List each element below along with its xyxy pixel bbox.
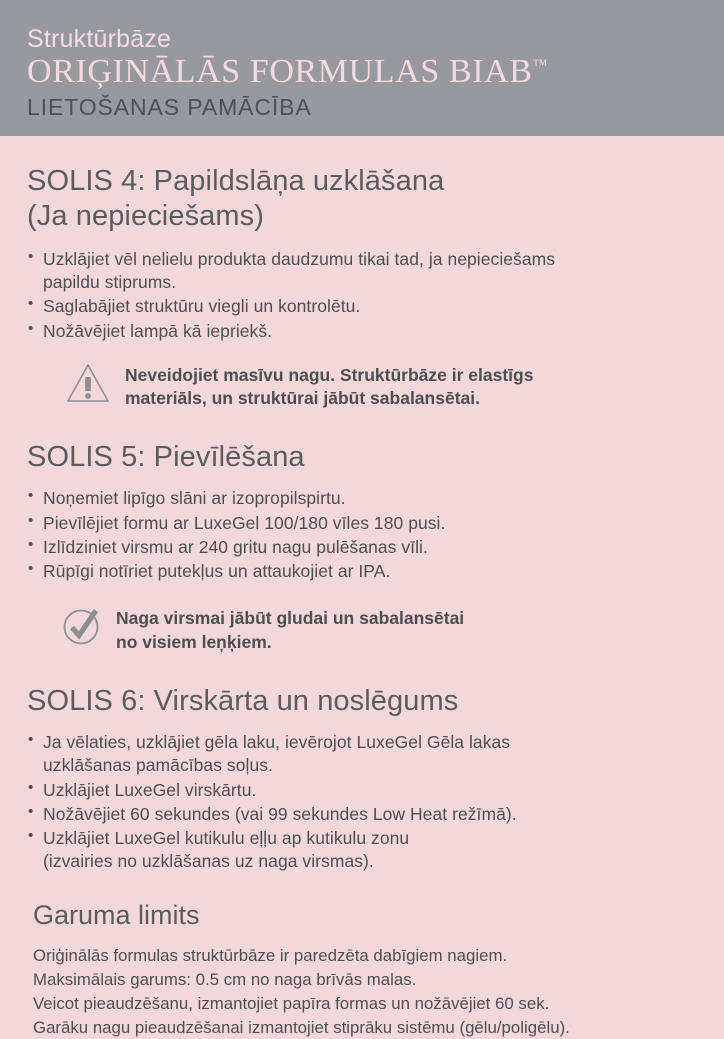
list-item — [27, 827, 698, 874]
bullet-text-continued: uzklāšanas pamācības soļus. — [43, 755, 273, 776]
bullet-text: Uzklājiet LuxeGel virskārtu. — [43, 779, 257, 800]
success-callout — [60, 603, 698, 653]
list-item — [27, 248, 698, 295]
list-item — [27, 536, 698, 559]
garuma-line: Garāku nagu pieaudzēšanai izmantojiet stiprāku sistēmu (gēlu/poligēlu). — [33, 1017, 570, 1037]
check-circle-icon — [60, 604, 104, 648]
bullet-text: Uzklājiet vēl nelielu produkta daudzumu tikai tad, ja nepieciešams — [43, 248, 556, 269]
bullet-text: Pievīlējiet formu ar LuxeGel 100/180 vīles 180 pusi. — [43, 512, 446, 533]
warning-triangle-icon — [65, 362, 111, 404]
solis4-heading-line2: (Ja nepieciešams) — [27, 200, 265, 233]
section-heading-garuma-limits: Garuma limits — [33, 899, 200, 930]
success-callout-text — [116, 603, 464, 653]
bullet-text: Ja vēlaties, uzklājiet gēla laku, ievērojot LuxeGel Gēla lakas — [43, 732, 511, 752]
garuma-line: Maksimālais garums: 0.5 cm no naga brīvās malas. — [33, 969, 417, 989]
page-content — [0, 136, 724, 1039]
bullet-text: Noņemiet lipīgo slāni ar izopropilspirtu. — [43, 488, 346, 509]
brand-title-text: ORIĢINĀLĀS FORMULAS BIAB — [27, 53, 533, 91]
list-item — [27, 779, 698, 802]
list-item — [27, 731, 698, 778]
solis4-heading-line1: SOLIS 4: Papildslāņa uzklāšana — [27, 165, 445, 197]
bullet-text-continued: papildu stiprums. — [43, 272, 177, 293]
list-item — [27, 320, 698, 343]
brand-title — [27, 53, 724, 91]
garuma-line: Veicot pieaudzēšanu, izmantojiet papīra formas un nožāvējiet 60 sek. — [33, 993, 550, 1013]
bullet-text: Nožāvējiet 60 sekundes (vai 99 sekundes Low Heat režīmā). — [43, 803, 517, 824]
list-item — [27, 560, 698, 583]
brand-eyebrow: Struktūrbāze — [27, 25, 172, 53]
list-item — [27, 295, 698, 318]
section-heading-solis-6: SOLIS 6: Virskārta un noslēgums — [27, 684, 459, 717]
warning-line2: materiāls, un struktūrai jābūt sabalansētai. — [125, 387, 480, 408]
bullet-text: Izlīdziniet virsmu ar 240 gritu nagu pulēšanas vīli. — [43, 536, 428, 557]
success-line1: Naga virsmai jābūt gludai un sabalansētai — [116, 608, 465, 629]
bullet-text: Rūpīgi notīriet putekļus un attaukojiet ar IPA. — [43, 561, 391, 582]
solis5-bullet-list — [27, 487, 698, 583]
list-item — [27, 803, 698, 826]
brand-subtitle: LIETOŠANAS PAMĀCĪBA — [27, 94, 312, 121]
garuma-line: Oriģinālās formulas struktūrbāze ir paredzēta dabīgiem nagiem. — [33, 945, 508, 965]
list-item — [27, 487, 698, 510]
warning-line1: Neveidojiet masīvu nagu. Struktūrbāze ir elastīgs — [125, 364, 534, 385]
solis4-bullet-list — [27, 248, 698, 343]
list-item — [27, 512, 698, 535]
section-heading-solis-4 — [27, 136, 698, 235]
bullet-text: Saglabājiet struktūru viegli un kontrolētu. — [43, 296, 361, 317]
bullet-text: Nožāvējiet lampā kā iepriekš. — [43, 320, 273, 341]
solis6-bullet-list — [27, 731, 698, 874]
bullet-text-continued: (izvairies no uzklāšanas uz naga virsmas). — [43, 851, 374, 872]
success-line2: no visiem leņķiem. — [116, 631, 272, 652]
warning-callout-text — [125, 361, 533, 410]
header-inner — [0, 0, 724, 121]
page-header — [0, 0, 724, 136]
section-heading-solis-5: SOLIS 5: Pievīlēšana — [27, 441, 305, 473]
bullet-text: Uzklājiet LuxeGel kutikulu eļļu ap kutikulu zonu — [43, 828, 410, 849]
warning-callout — [65, 361, 698, 410]
garuma-limits-text-block — [27, 944, 698, 1039]
trademark-symbol: ™ — [532, 57, 548, 74]
